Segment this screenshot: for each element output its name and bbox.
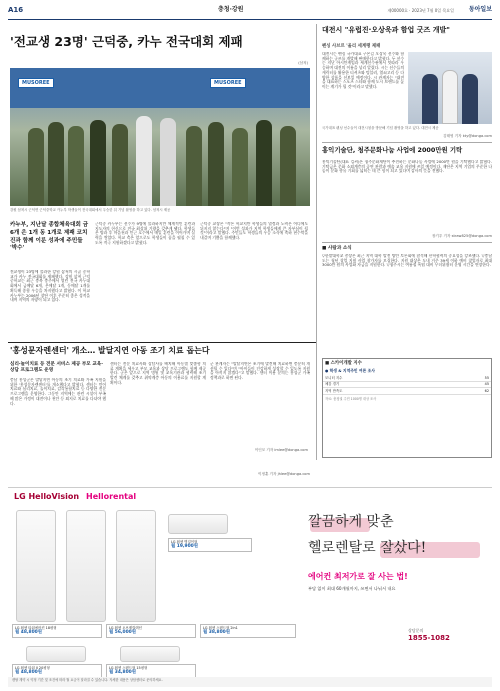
product-price: 월 19,900원 <box>171 544 198 550</box>
product-name: LG 휘센 타워에어컨 18평형 <box>15 626 57 630</box>
price-tag <box>12 664 102 678</box>
product-image <box>66 510 106 622</box>
person-figure <box>48 122 64 206</box>
ad-note: 부담 없이 최대 60개월까지, 쓰면서 나눠서 내요 <box>308 586 396 591</box>
person-figure <box>186 126 202 206</box>
person-figure <box>160 118 176 206</box>
person-figure <box>28 128 44 206</box>
product-price: 월 48,800원 <box>15 670 42 676</box>
story1-body-col1: 전교생이 23명에 불과한 강원 삼척의 시골 중학교가 카누 전국대회를 제패했다. 강원 삼척 근덕중학교는 최근 충북 충주에서 열린 전국 카누대회에서 금메달 6개, 은메달 1개, 동메달 1개를 획득해 종합 우승을 차지했다고 밝혔다. 이 학교 카누부는 2006년 창단 이후 꾸준히 좋은 성적을 내며 지역의 자랑이 되고 있다. <box>10 270 90 303</box>
price-tag <box>12 624 102 638</box>
story2-subhead: 펜싱 사브르 '올리 세계랭 제패 <box>322 44 381 49</box>
newspaper-logo: 동아일보 <box>468 6 492 13</box>
person-figure <box>232 128 248 206</box>
story2-headline: 대전시 "유럽진·오상욱과 함업 굿즈 개발" <box>322 26 450 34</box>
advertisement <box>8 487 492 687</box>
ad-phone: 1855-1082 <box>408 634 450 642</box>
page-number: A16 <box>8 6 24 14</box>
sponsor-banner-left: MUSOREE <box>18 78 54 88</box>
price-tag <box>106 664 196 678</box>
person-figure <box>256 120 272 206</box>
price-tag <box>168 538 252 552</box>
ad-phone-label: 상담문의 <box>408 628 424 633</box>
story1-reporter: 이인모 기자 imlee@donga.com <box>254 448 308 452</box>
product-image <box>16 510 56 622</box>
product-price: 월 34,800원 <box>109 670 136 676</box>
story1-subhead: 카누부, 지난달 종합체육대회 금 6개 은 1개 동 1개로 제패 코치진과 함께 이룬 성과에 주민들 '박수' <box>10 222 89 252</box>
story4-headline: '홍성문자렌센터' 개소… 발달지연 아동 조기 치료 돕는다 <box>10 346 210 355</box>
product-name: LG 휘센 타워 II 20평형 <box>15 666 50 670</box>
story4-body-col2: 센터는 전문 치료사와 상담사를 배치해 아동별 맞춤형 치료 계획을 세우고 부모 교육과 상담 프로그램도 함께 제공한다. 군은 앞으로 지역 병원 및 교육기관과 협력해 조기 발견 체계를 갖추고 취약계층 아동의 이용료를 지원할 계획이다. <box>110 362 206 385</box>
product-image <box>26 646 86 662</box>
row-label: 지역 만족도 <box>325 388 343 393</box>
section-divider <box>322 242 492 243</box>
people-title: ■ 사람과 소식 <box>322 246 352 251</box>
row-value: 62 <box>484 388 489 393</box>
section-title: 충청·강원 <box>218 6 244 13</box>
person-figure <box>112 124 128 206</box>
ad-sub-slogan: 에어컨 최저가로 잘 사는 법! <box>308 572 408 581</box>
issue-info: 제00000호 · 2023년 7월 0일 목요일 <box>387 8 454 13</box>
story2-reporter: 김태영 기자 kty@donga.com <box>443 134 492 138</box>
row-value: 55 <box>484 375 489 380</box>
people-body: ▽한밭대학교 총장은 최근 지역 대학 발전 방안 토론회에 참석해 산학협력의 중요성을 강조했다. ▽충남도는 청년 창업 지원 사업 참가자를 모집한다. 지원 대상은 도내 거주 39세 이하 예비 창업자로 최대 3000만 원의 사업화 자금을 지원한다. ▽청주시는 여름철 폭염 대비 무더위쉼터 운영 시간을 연장한다. <box>322 254 492 268</box>
product-image <box>168 514 228 534</box>
story4-body-col1: 충남 홍성군은 발달지연 아동의 조기 치료와 가족 지원을 위한 '홍성문자렌센터'를 개소했다고 밝혔다. 센터는 언어치료와 심리치료, 놀이치료, 감각통합치료 등 다양한 전문 프로그램을 운영한다. 그동안 지역에는 관련 시설이 부족해 많은 가정이 대전이나 천안 등 외지로 치료를 다녀야 했다. <box>10 378 106 406</box>
story2-body: 대전시는 펜싱 국가대표 구본길 오상욱 선수와 함께하는 굿즈를 개발해 판매한다고 밝혔다. 두 선수는 지난 아시안게임과 세계선수권에서 잇따라 우승하며 대전의 이름을 널리 알렸다. 시는 선수들의 캐릭터를 활용한 티셔츠와 텀블러, 열쇠고리 등 다양한 상품을 선보일 예정이다. 시 관계자는 "대전을 대표하는 스포츠 스타와 함께 도시 브랜드를 높이는 계기가 될 것"이라고 말했다. <box>322 52 404 90</box>
product-price: 월 38,800원 <box>203 630 230 636</box>
ad-slogan-1: 깔끔하게 맞춘 <box>308 514 394 530</box>
person-figure <box>68 126 84 206</box>
story4-subhead: 심리·놀이치료 등 전문 서비스 제공 부모 교육·상담 프로그램도 운영 <box>10 362 103 374</box>
story2-photo <box>408 52 492 124</box>
product-image <box>116 510 156 622</box>
price-tag <box>200 624 296 638</box>
ad-brand-hellorental: Hellorental <box>86 492 137 501</box>
person-figure <box>442 70 458 124</box>
page-header <box>8 6 492 20</box>
product-name: LG 휘센 스탠드형 15평형 <box>109 666 148 670</box>
index-box-note: 자료: 충청권 주민 1000명 대상 조사 <box>325 396 377 401</box>
story1-photo <box>10 68 310 206</box>
person-figure <box>208 122 224 206</box>
story1-caption: 강원 삼척시 근덕면 근덕중학교 카누부 학생들이 전국대회에서 우승한 뒤 기념 촬영을 하고 있다. 삼척시 제공 <box>10 208 171 212</box>
story1-body-col2: 근덕중 카누부는 선수가 9명에 불과하지만 체계적인 훈련과 지도자의 헌신으로 전국 최상위 기량을 갖추게 됐다. 학생들은 방과 후 마읍천과 인근 호수에서 매일 훈련을 이어가며 실력을 쌓았다. 학교 측은 앞으로도 학생들이 꿈을 펼칠 수 있도록 적극 지원하겠다고 밝혔다. <box>95 222 195 245</box>
story4-body-col3: 군 관계자는 "발달지연은 조기에 발견해 치료하면 충분히 개선될 수 있다"며 "아이들이 건강하게 성장할 수 있도록 지원을 아끼지 않겠다"고 말했다. 센터 이용 문의는 홍성군 가족정책과로 하면 된다. <box>210 362 310 381</box>
product-price: 월 56,000원 <box>109 630 136 636</box>
ad-footer: 렌탈 계약 시 약정 기간 및 조건에 따라 월 요금이 달라질 수 있습니다. 자세한 내용은 상담센터로 문의하세요. <box>8 677 492 687</box>
story1-byline: (삼척) <box>298 61 308 65</box>
row-label: 체감 경기 <box>325 382 340 387</box>
person-figure <box>422 74 438 124</box>
story1-body-col3: 근덕중 교장은 "작은 학교지만 학생들의 열정과 노력은 어디에도 뒤지지 않는다"며 "이번 성과가 지역 학생들에게 큰 자부심이 될 것"이라고 말했다. 주민들도 학생들의 우승 소식에 축하 현수막을 내걸며 기쁨을 함께했다. <box>200 222 308 241</box>
ad-brand-lg: LG HelloVision <box>14 492 80 501</box>
story3-headline: 홍익기술단, 청주문화나눔 사업에 2000만원 기탁 <box>322 146 463 154</box>
product-name: LG 휘센 벽걸이형 <box>171 540 198 544</box>
story4-reporter: 이정훈 기자 jhlee@donga.com <box>258 472 310 476</box>
price-tag <box>106 624 196 638</box>
product-image <box>120 646 180 662</box>
photo-sky-banner <box>10 68 310 108</box>
index-box <box>322 358 492 458</box>
person-figure <box>136 116 152 206</box>
story3-body: 홍익기술단(대표 김씨)은 청주문화재단이 추진하는 문화나눔 사업에 2000만 원을 기탁했다고 밝혔다. 기탁금은 문화 소외계층의 공연 관람과 예술 교육 지원에 쓰일 예정이다. 재단은 지역 기업의 꾸준한 나눔이 문화 향유 기회를 넓히는 데 큰 힘이 되고 있다며 감사의 뜻을 전했다. <box>322 160 492 174</box>
index-box-title: ■ 스카이개발 지수 <box>325 361 362 366</box>
story1-headline: '전교생 23명' 근덕중, 카누 전국대회 제패 <box>10 34 243 49</box>
row-label: 모니터 지수 <box>325 375 343 380</box>
column-divider <box>316 24 317 460</box>
person-figure <box>90 120 106 206</box>
product-price: 월 48,800원 <box>15 630 42 636</box>
person-figure <box>280 126 296 206</box>
index-box-subtitle: ● 학생 & 지역주민 여론 조사 <box>325 367 375 373</box>
product-name: LG 휘센 스탠드형 2in1 <box>203 626 238 630</box>
ad-slogan-2: 헬로렌탈로 잘샀다! <box>308 540 427 556</box>
story3-reporter: 장기우 기자 straw825@donga.com <box>431 234 492 238</box>
product-name: LG 휘센 오브제컬렉션 <box>109 626 142 630</box>
section-divider <box>8 342 316 343</box>
story2-caption: 국가대표 펜싱 선수들이 대전시청을 방문해 기념 촬영을 하고 있다. 대전시 제공 <box>322 126 439 130</box>
sponsor-banner-right: MUSOREE <box>210 78 246 88</box>
row-value: 45 <box>484 382 489 387</box>
section-divider <box>322 142 492 143</box>
person-figure <box>462 74 478 124</box>
